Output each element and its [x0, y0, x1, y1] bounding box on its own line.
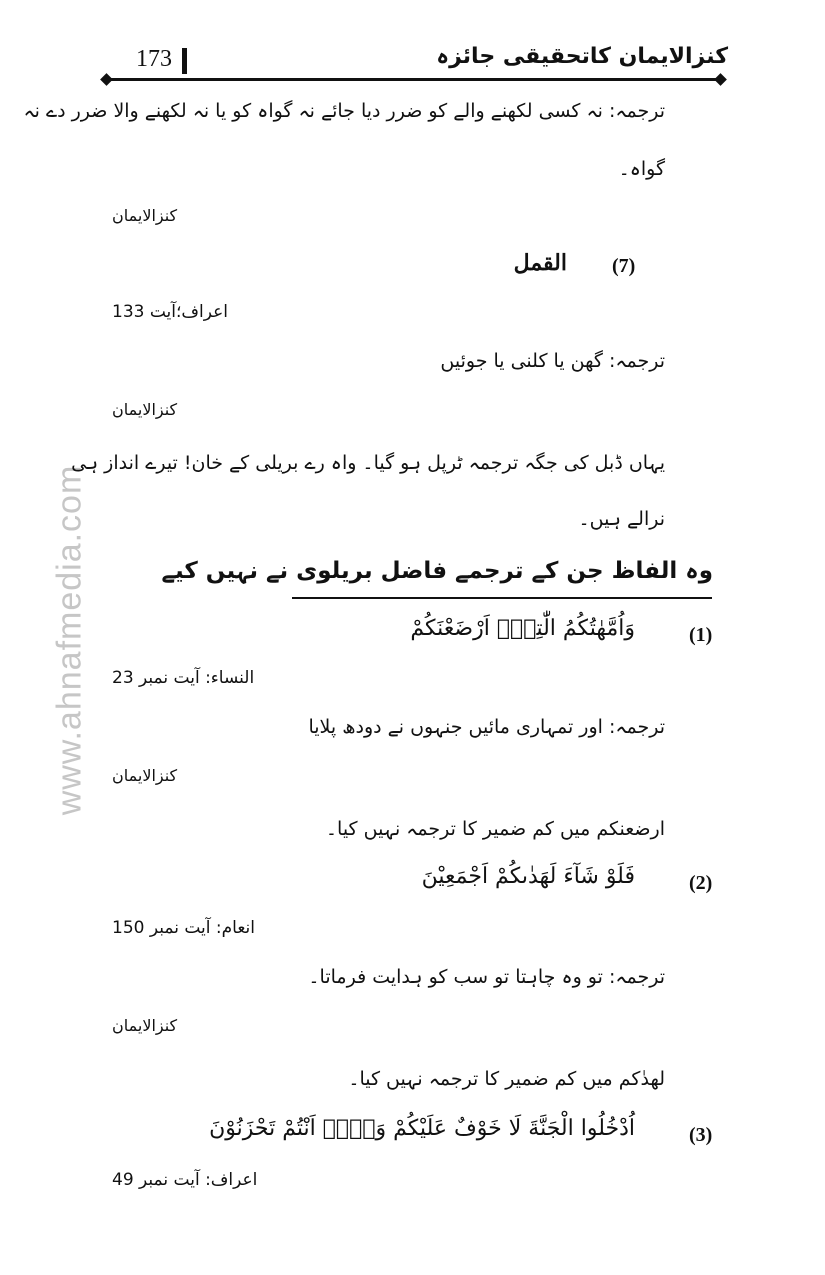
comment-line-2: نرالے ہیں۔	[578, 508, 665, 530]
item-7-word: القمل	[513, 250, 567, 276]
source-kanz-1: کنزالایمان	[112, 206, 178, 225]
example-2-arabic: فَلَوْ شَآءَ لَهَدٰىكُمْ اَجْمَعِیْنَ	[421, 864, 635, 889]
example-3-reference: اعراف: آیت نمبر 49	[112, 1170, 258, 1190]
page-number: 173	[136, 46, 172, 72]
example-2-source: کنزالایمان	[112, 1016, 178, 1035]
page-number-bar	[182, 48, 187, 74]
reference-1: اعراف؛آیت 133	[112, 302, 229, 322]
example-1-source: کنزالایمان	[112, 766, 178, 785]
comment-line-1: یہاں ڈبل کی جگہ ترجمہ ٹرپل ہو گیا۔ واہ رے بریلی کے خان! تیرے انداز ہی	[71, 452, 665, 474]
example-1-comment: ارضعنکم میں کم ضمیر کا ترجمہ نہیں کیا۔	[325, 818, 665, 840]
example-3-number: (3)	[689, 1124, 713, 1146]
example-1-reference: النساء: آیت نمبر 23	[112, 668, 255, 688]
example-1-arabic: وَاُمَّهٰتُكُمُ الّٰتِیْۤ اَرْضَعْنَكُمْ	[410, 616, 635, 641]
example-3-arabic: اُدْخُلُوا الْجَنَّةَ لَا خَوْفٌ عَلَیْكُمْ وَلَاۤ اَنْتُمْ تَحْزَنُوْنَ	[209, 1116, 635, 1141]
example-1-translation: ترجمہ: اور تمہاری مائیں جنہوں نے دودھ پلایا	[308, 716, 665, 738]
header-rule-end-right	[714, 73, 727, 86]
translation-line-2: گواہ۔	[618, 158, 665, 180]
book-title: کنزالایمان کاتحقیقی جائزہ	[436, 44, 728, 69]
watermark-text: www.ahnafmedia.com	[50, 464, 89, 816]
example-2-comment: لھدٰکم میں کم ضمیر کا ترجمہ نہیں کیا۔	[348, 1068, 665, 1090]
example-2-number: (2)	[689, 872, 713, 894]
header-rule	[108, 78, 720, 81]
example-2-translation: ترجمہ: تو وہ چاہتا تو سب کو ہدایت فرماتا۔	[308, 966, 665, 988]
item-7-number: (7)	[612, 255, 636, 277]
translation-line-1: ترجمہ: نہ کسی لکھنے والے کو ضرر دیا جائے نہ گواہ کو یا نہ لکھنے والا ضرر دے نہ	[23, 100, 665, 122]
section-heading-underline	[292, 597, 712, 599]
source-kanz-2: کنزالایمان	[112, 400, 178, 419]
example-2-reference: انعام: آیت نمبر 150	[112, 918, 255, 938]
translation-2: ترجمہ: گھن یا کلنی یا جوئیں	[440, 350, 665, 372]
example-1-number: (1)	[689, 624, 713, 646]
section-heading: وہ الفاظ جن کے ترجمے فاضل بریلوی نے نہیں کیے	[161, 558, 713, 584]
header-rule-end-left	[100, 73, 113, 86]
